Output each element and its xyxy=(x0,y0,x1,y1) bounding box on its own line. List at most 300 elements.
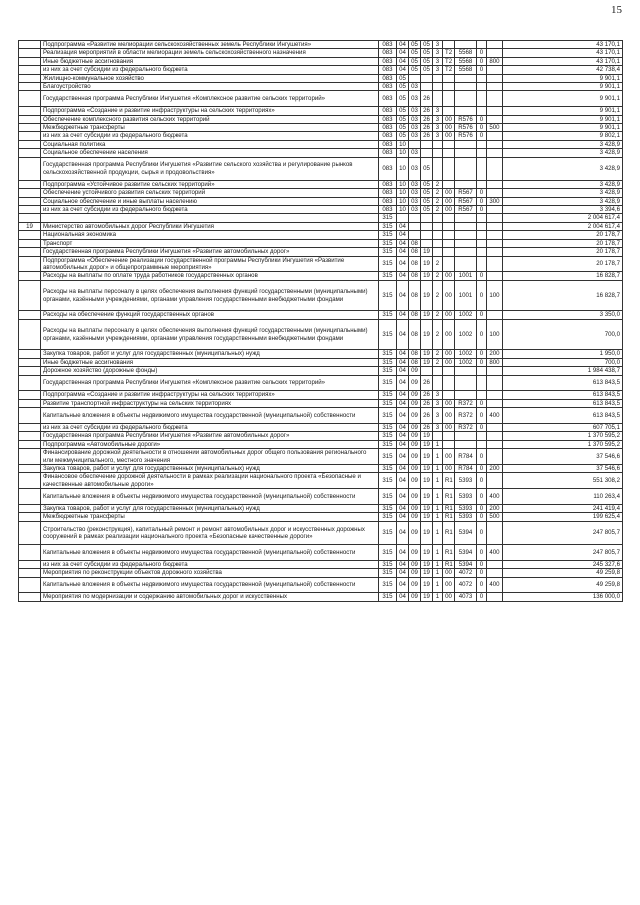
row-name: Государственная программа Республики Ингушетия «Развитие сельского хозяйства и регулирование рынков сельскохозяйственной продукции, сырья и продовольствия» xyxy=(41,157,379,180)
code-subsection: 08 xyxy=(409,350,421,358)
row-amount: 9 901,1 xyxy=(503,83,623,91)
row-number xyxy=(19,593,41,601)
code-expense-type xyxy=(487,432,503,440)
code-direction: 4073 xyxy=(455,593,477,601)
code-subsection: 09 xyxy=(409,513,421,521)
code-subprogram: 2 xyxy=(433,358,443,366)
code-sub: 0 xyxy=(477,57,487,65)
code-grbs: 315 xyxy=(379,280,397,311)
code-subsection: 03 xyxy=(409,115,421,123)
code-subsection: 09 xyxy=(409,391,421,399)
code-section: 05 xyxy=(397,124,409,132)
code-expense-type xyxy=(487,311,503,319)
row-amount: 49 259,8 xyxy=(503,577,623,593)
code-activity: 00 xyxy=(443,577,455,593)
code-program: 19 xyxy=(421,521,433,544)
code-subsection: 09 xyxy=(409,473,421,489)
code-activity: 00 xyxy=(443,311,455,319)
code-activity: 00 xyxy=(443,115,455,123)
code-subprogram: 1 xyxy=(433,521,443,544)
code-section: 04 xyxy=(397,248,409,256)
row-amount: 607 705,1 xyxy=(503,423,623,431)
code-section: 10 xyxy=(397,149,409,157)
table-row xyxy=(19,473,623,489)
code-subprogram: 1 xyxy=(433,449,443,465)
row-amount: 110 263,4 xyxy=(503,489,623,505)
code-subprogram: 1 xyxy=(433,569,443,577)
row-amount: 2 004 617,4 xyxy=(503,222,623,230)
code-direction: 5393 xyxy=(455,505,477,513)
code-section: 04 xyxy=(397,319,409,350)
table-row xyxy=(19,280,623,311)
code-expense-type xyxy=(487,256,503,272)
table-row xyxy=(19,505,623,513)
code-expense-type xyxy=(487,91,503,107)
code-subsection: 03 xyxy=(409,189,421,197)
code-subprogram: 1 xyxy=(433,440,443,448)
table-row xyxy=(19,272,623,280)
table-row xyxy=(19,231,623,239)
row-amount: 3 350,0 xyxy=(503,311,623,319)
code-program: 05 xyxy=(421,57,433,65)
code-activity: 00 xyxy=(443,189,455,197)
code-sub xyxy=(477,391,487,399)
budget-table xyxy=(18,40,623,602)
code-sub: 0 xyxy=(477,449,487,465)
code-sub: 0 xyxy=(477,577,487,593)
code-direction xyxy=(455,248,477,256)
code-grbs: 315 xyxy=(379,350,397,358)
code-expense-type: 100 xyxy=(487,280,503,311)
code-subsection: 05 xyxy=(409,57,421,65)
code-subprogram: 1 xyxy=(433,577,443,593)
table-row xyxy=(19,449,623,465)
code-direction xyxy=(455,180,477,188)
code-expense-type xyxy=(487,189,503,197)
code-grbs: 315 xyxy=(379,569,397,577)
code-activity xyxy=(443,248,455,256)
row-name: Иные бюджетные ассигнования xyxy=(41,57,379,65)
code-grbs: 315 xyxy=(379,272,397,280)
code-direction: R567 xyxy=(455,206,477,214)
code-expense-type xyxy=(487,521,503,544)
code-subprogram: 2 xyxy=(433,256,443,272)
code-expense-type xyxy=(487,367,503,375)
code-grbs: 315 xyxy=(379,311,397,319)
code-subsection xyxy=(409,222,421,230)
row-number xyxy=(19,513,41,521)
code-program: 19 xyxy=(421,569,433,577)
row-name: из них за счет субсидии из федерального бюджета xyxy=(41,560,379,568)
code-grbs: 315 xyxy=(379,577,397,593)
row-number xyxy=(19,132,41,140)
code-direction: 1002 xyxy=(455,319,477,350)
code-program: 26 xyxy=(421,132,433,140)
code-subprogram: 1 xyxy=(433,545,443,561)
code-sub xyxy=(477,74,487,82)
row-name: из них за счет субсидии из федерального бюджета xyxy=(41,66,379,74)
code-program: 26 xyxy=(421,124,433,132)
code-activity: 00 xyxy=(443,423,455,431)
code-grbs: 315 xyxy=(379,423,397,431)
row-number xyxy=(19,432,41,440)
row-amount: 9 901,1 xyxy=(503,124,623,132)
code-grbs: 315 xyxy=(379,408,397,424)
code-program xyxy=(421,222,433,230)
code-grbs: 083 xyxy=(379,66,397,74)
code-section: 10 xyxy=(397,180,409,188)
table-row xyxy=(19,248,623,256)
code-sub xyxy=(477,256,487,272)
code-grbs: 083 xyxy=(379,49,397,57)
code-grbs: 083 xyxy=(379,132,397,140)
table-row xyxy=(19,521,623,544)
code-sub xyxy=(477,239,487,247)
code-section: 04 xyxy=(397,464,409,472)
row-amount: 43 170,1 xyxy=(503,49,623,57)
code-grbs: 315 xyxy=(379,248,397,256)
code-sub: 0 xyxy=(477,464,487,472)
code-subsection: 09 xyxy=(409,560,421,568)
code-activity xyxy=(443,74,455,82)
code-expense-type xyxy=(487,593,503,601)
row-amount: 9 901,1 xyxy=(503,107,623,115)
code-subprogram: 3 xyxy=(433,66,443,74)
code-sub xyxy=(477,91,487,107)
code-program: 19 xyxy=(421,464,433,472)
code-expense-type xyxy=(487,231,503,239)
row-amount: 20 178,7 xyxy=(503,256,623,272)
row-number xyxy=(19,66,41,74)
table-row xyxy=(19,140,623,148)
code-subsection: 03 xyxy=(409,157,421,180)
code-section: 05 xyxy=(397,83,409,91)
code-subprogram xyxy=(433,432,443,440)
code-expense-type xyxy=(487,473,503,489)
code-program: 05 xyxy=(421,49,433,57)
code-sub: 0 xyxy=(477,319,487,350)
code-grbs: 315 xyxy=(379,222,397,230)
code-subprogram: 3 xyxy=(433,107,443,115)
code-subsection: 09 xyxy=(409,367,421,375)
table-row xyxy=(19,180,623,188)
code-activity xyxy=(443,231,455,239)
code-direction: R576 xyxy=(455,115,477,123)
table-row xyxy=(19,132,623,140)
code-sub: 0 xyxy=(477,408,487,424)
code-direction xyxy=(455,74,477,82)
row-number xyxy=(19,197,41,205)
code-expense-type: 800 xyxy=(487,57,503,65)
code-program: 19 xyxy=(421,432,433,440)
row-name: Подпрограмма «Создание и развитие инфраструктуры на сельских территориях» xyxy=(41,107,379,115)
row-number xyxy=(19,256,41,272)
code-direction: 5393 xyxy=(455,473,477,489)
code-direction: R784 xyxy=(455,449,477,465)
code-direction: 4072 xyxy=(455,577,477,593)
code-subsection: 09 xyxy=(409,423,421,431)
code-sub: 0 xyxy=(477,132,487,140)
code-grbs: 315 xyxy=(379,489,397,505)
code-subprogram: 2 xyxy=(433,180,443,188)
row-amount: 1 370 595,2 xyxy=(503,440,623,448)
code-section: 04 xyxy=(397,489,409,505)
code-sub xyxy=(477,180,487,188)
code-program xyxy=(421,214,433,222)
row-amount: 245 327,6 xyxy=(503,560,623,568)
code-subprogram xyxy=(433,83,443,91)
code-sub xyxy=(477,140,487,148)
row-amount: 9 901,1 xyxy=(503,115,623,123)
code-expense-type: 200 xyxy=(487,505,503,513)
row-name: Капитальные вложения в объекты недвижимого имущества государственной (муниципальной) собственности xyxy=(41,408,379,424)
code-program xyxy=(421,231,433,239)
code-subsection: 08 xyxy=(409,272,421,280)
row-amount: 3 428,9 xyxy=(503,157,623,180)
code-grbs: 083 xyxy=(379,115,397,123)
table-row xyxy=(19,74,623,82)
code-sub: 0 xyxy=(477,124,487,132)
code-expense-type xyxy=(487,83,503,91)
code-section: 04 xyxy=(397,350,409,358)
row-number xyxy=(19,521,41,544)
code-sub: 0 xyxy=(477,593,487,601)
row-amount: 136 000,0 xyxy=(503,593,623,601)
table-row xyxy=(19,350,623,358)
code-activity xyxy=(443,140,455,148)
code-activity: 00 xyxy=(443,593,455,601)
code-activity: T2 xyxy=(443,66,455,74)
code-grbs: 083 xyxy=(379,107,397,115)
code-direction xyxy=(455,107,477,115)
row-name: Мероприятия по реконструкции объектов дорожного хозяйства xyxy=(41,569,379,577)
row-number xyxy=(19,140,41,148)
row-name: Реализация мероприятий в области мелиорации земель сельскохозяйственного назначения xyxy=(41,49,379,57)
code-direction: 5568 xyxy=(455,57,477,65)
row-amount: 3 428,9 xyxy=(503,197,623,205)
code-sub: 0 xyxy=(477,545,487,561)
code-direction: 1001 xyxy=(455,272,477,280)
code-expense-type: 400 xyxy=(487,545,503,561)
code-sub: 0 xyxy=(477,206,487,214)
code-expense-type xyxy=(487,107,503,115)
code-section: 04 xyxy=(397,473,409,489)
table-row xyxy=(19,489,623,505)
row-amount: 247 805,7 xyxy=(503,521,623,544)
code-direction: R567 xyxy=(455,189,477,197)
row-number xyxy=(19,231,41,239)
code-grbs: 083 xyxy=(379,157,397,180)
row-name: Расходы на выплаты персоналу в целях обеспечения выполнения функций государственными (муниципальными) органами, казёнными учреждениями, органами управления государственными внебюджетными фондами xyxy=(41,319,379,350)
row-number xyxy=(19,189,41,197)
code-program xyxy=(421,367,433,375)
code-subprogram: 2 xyxy=(433,197,443,205)
code-grbs: 083 xyxy=(379,83,397,91)
code-subprogram: 3 xyxy=(433,124,443,132)
code-subprogram: 1 xyxy=(433,473,443,489)
code-grbs: 315 xyxy=(379,375,397,391)
code-section: 04 xyxy=(397,222,409,230)
code-direction: 5394 xyxy=(455,545,477,561)
row-amount: 9 802,1 xyxy=(503,132,623,140)
code-expense-type xyxy=(487,391,503,399)
code-sub: 0 xyxy=(477,280,487,311)
code-activity: 00 xyxy=(443,132,455,140)
code-section: 04 xyxy=(397,593,409,601)
row-amount: 2 004 617,4 xyxy=(503,214,623,222)
row-number xyxy=(19,560,41,568)
code-section: 04 xyxy=(397,513,409,521)
row-amount: 1 370 595,2 xyxy=(503,432,623,440)
row-name: Капитальные вложения в объекты недвижимого имущества государственной (муниципальной) собственности xyxy=(41,577,379,593)
row-number xyxy=(19,149,41,157)
code-section: 04 xyxy=(397,569,409,577)
code-subprogram: 3 xyxy=(433,391,443,399)
table-row xyxy=(19,319,623,350)
code-activity xyxy=(443,222,455,230)
code-subsection: 09 xyxy=(409,521,421,544)
code-expense-type xyxy=(487,41,503,49)
code-subprogram: 2 xyxy=(433,189,443,197)
code-program: 26 xyxy=(421,408,433,424)
row-number xyxy=(19,350,41,358)
code-program xyxy=(421,83,433,91)
table-row xyxy=(19,107,623,115)
code-grbs: 083 xyxy=(379,189,397,197)
code-activity xyxy=(443,256,455,272)
code-grbs: 315 xyxy=(379,399,397,407)
code-subprogram: 1 xyxy=(433,593,443,601)
code-subsection: 03 xyxy=(409,206,421,214)
code-expense-type xyxy=(487,157,503,180)
code-subprogram: 3 xyxy=(433,132,443,140)
row-amount: 1 984 438,7 xyxy=(503,367,623,375)
row-number xyxy=(19,206,41,214)
row-number xyxy=(19,124,41,132)
code-activity xyxy=(443,91,455,107)
row-number xyxy=(19,367,41,375)
row-amount: 42 738,4 xyxy=(503,66,623,74)
code-sub: 0 xyxy=(477,513,487,521)
code-activity xyxy=(443,367,455,375)
code-subsection: 03 xyxy=(409,91,421,107)
code-activity xyxy=(443,391,455,399)
code-subprogram xyxy=(433,231,443,239)
table-row xyxy=(19,57,623,65)
code-activity xyxy=(443,157,455,180)
code-program xyxy=(421,140,433,148)
code-subsection xyxy=(409,214,421,222)
row-name: Мероприятия по модернизации и содержанию автомобильных дорог и искусственных xyxy=(41,593,379,601)
row-number xyxy=(19,311,41,319)
code-section: 04 xyxy=(397,358,409,366)
code-subsection: 03 xyxy=(409,83,421,91)
code-activity: 00 xyxy=(443,449,455,465)
code-activity: 00 xyxy=(443,408,455,424)
code-grbs: 315 xyxy=(379,449,397,465)
code-section: 05 xyxy=(397,132,409,140)
code-grbs: 315 xyxy=(379,367,397,375)
code-sub: 0 xyxy=(477,473,487,489)
code-direction: R576 xyxy=(455,124,477,132)
code-section: 10 xyxy=(397,157,409,180)
code-subsection: 09 xyxy=(409,464,421,472)
code-direction xyxy=(455,440,477,448)
table-row xyxy=(19,375,623,391)
code-direction xyxy=(455,239,477,247)
code-activity: R1 xyxy=(443,505,455,513)
code-program: 05 xyxy=(421,66,433,74)
code-section: 04 xyxy=(397,49,409,57)
code-sub: 0 xyxy=(477,272,487,280)
code-activity: 00 xyxy=(443,569,455,577)
code-grbs: 315 xyxy=(379,391,397,399)
code-subsection: 08 xyxy=(409,311,421,319)
row-name: Государственная программа Республики Ингушетия «Развитие автомобильных дорог» xyxy=(41,248,379,256)
code-direction: 5394 xyxy=(455,560,477,568)
table-row xyxy=(19,149,623,157)
row-number xyxy=(19,239,41,247)
code-grbs: 083 xyxy=(379,149,397,157)
code-program xyxy=(421,74,433,82)
code-activity: R1 xyxy=(443,513,455,521)
code-activity xyxy=(443,41,455,49)
code-subsection: 09 xyxy=(409,432,421,440)
code-grbs: 315 xyxy=(379,505,397,513)
code-program: 19 xyxy=(421,577,433,593)
code-program: 19 xyxy=(421,256,433,272)
code-activity: R1 xyxy=(443,473,455,489)
code-program: 19 xyxy=(421,358,433,366)
code-sub: 0 xyxy=(477,49,487,57)
row-number xyxy=(19,57,41,65)
code-grbs: 315 xyxy=(379,440,397,448)
code-grbs: 083 xyxy=(379,57,397,65)
row-name: из них за счет субсидии из федерального бюджета xyxy=(41,206,379,214)
code-subprogram: 2 xyxy=(433,206,443,214)
code-expense-type: 500 xyxy=(487,124,503,132)
code-subsection: 03 xyxy=(409,197,421,205)
code-subprogram: 3 xyxy=(433,115,443,123)
code-grbs: 315 xyxy=(379,214,397,222)
row-name: Обеспечение комплексного развития сельских территорий xyxy=(41,115,379,123)
code-grbs: 083 xyxy=(379,74,397,82)
code-direction xyxy=(455,41,477,49)
code-direction: 1002 xyxy=(455,311,477,319)
code-activity: 00 xyxy=(443,399,455,407)
code-section: 10 xyxy=(397,189,409,197)
row-name: Жилищно-коммунальное хозяйство xyxy=(41,74,379,82)
row-name: Межбюджетные трансферты xyxy=(41,513,379,521)
code-direction: 4072 xyxy=(455,569,477,577)
table-row xyxy=(19,66,623,74)
row-number xyxy=(19,449,41,465)
code-program: 19 xyxy=(421,350,433,358)
code-grbs: 083 xyxy=(379,180,397,188)
code-sub xyxy=(477,248,487,256)
code-grbs: 315 xyxy=(379,513,397,521)
table-row xyxy=(19,311,623,319)
code-expense-type: 400 xyxy=(487,408,503,424)
code-sub xyxy=(477,41,487,49)
code-sub: 0 xyxy=(477,521,487,544)
code-activity xyxy=(443,180,455,188)
code-program: 05 xyxy=(421,189,433,197)
code-sub xyxy=(477,107,487,115)
code-grbs: 083 xyxy=(379,206,397,214)
code-program: 26 xyxy=(421,91,433,107)
table-row xyxy=(19,513,623,521)
